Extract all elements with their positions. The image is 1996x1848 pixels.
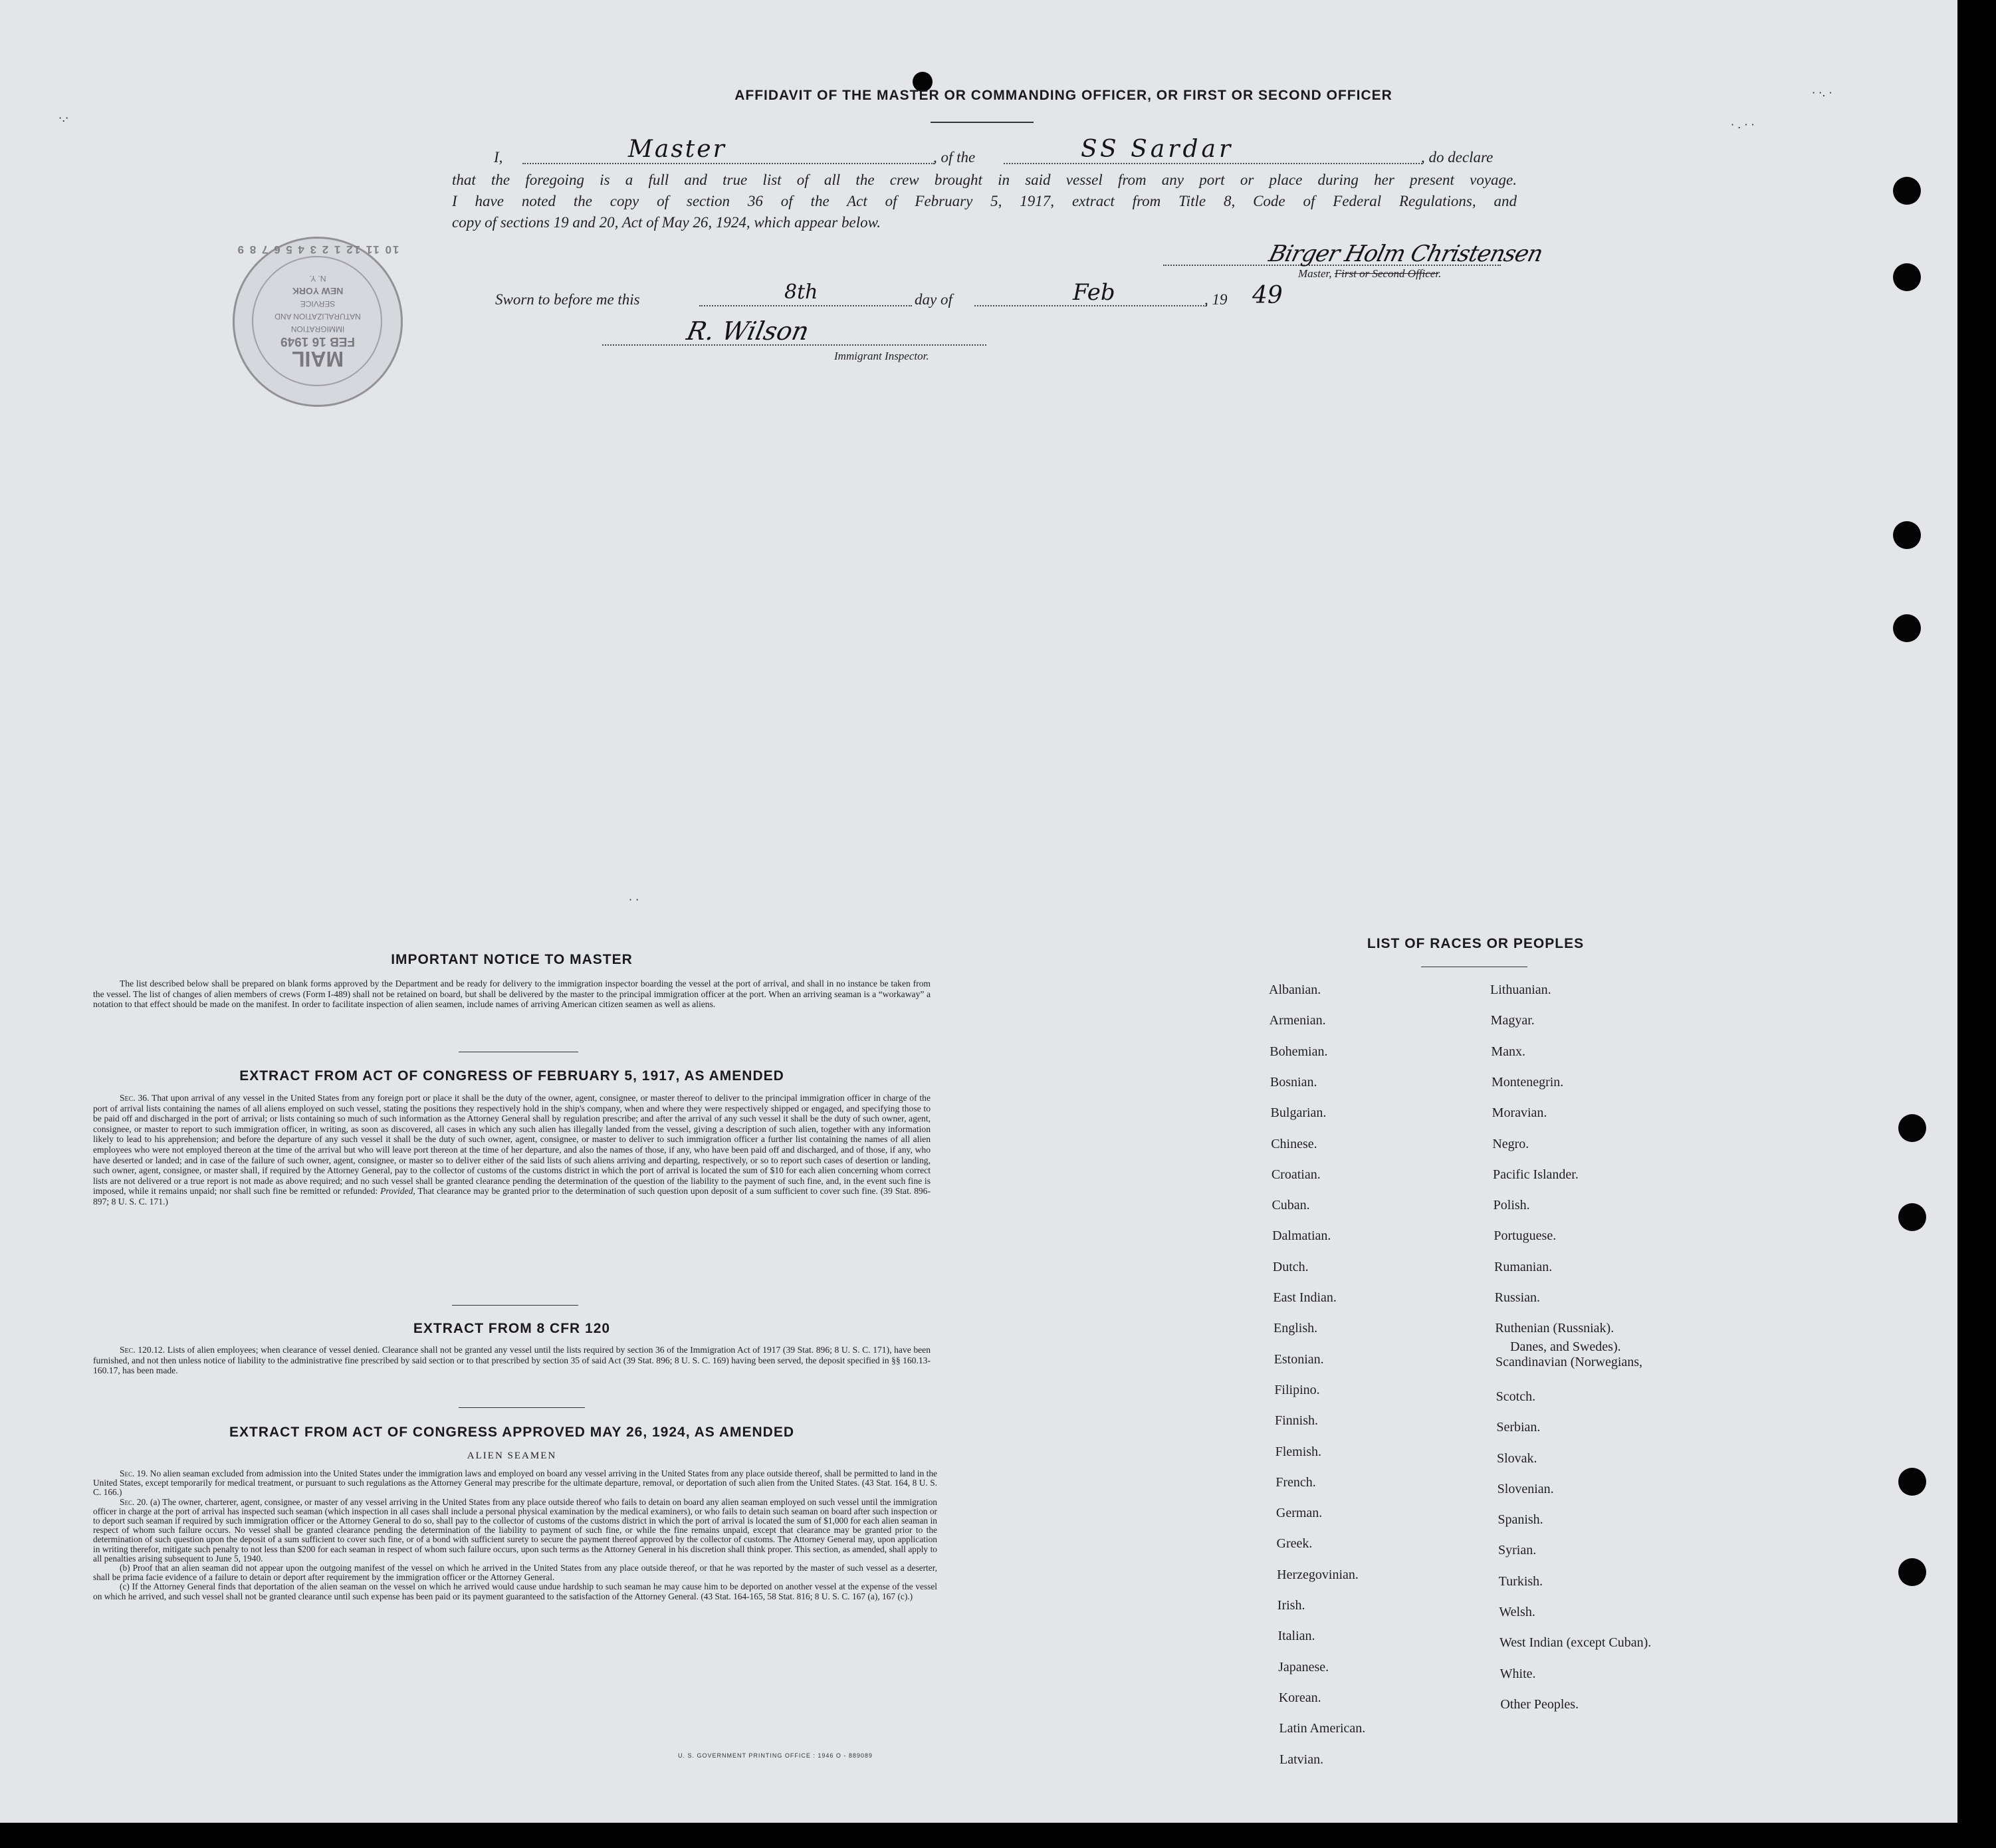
race-item: Ruthenian (Russniak). (1495, 1321, 1614, 1336)
sec20c-text: (c) If the Attorney General finds that deportation of the alien seaman on the vessel on which he arrived would cause undue hardship to such seaman he may cause him to be deported on another vessel at the expense of the vessel on which he arrived, and such vessel shall not be granted clearance until such expense has been paid or its payment guaranteed to the satisfaction of the Attorney General. (43 Stat. 164-165, 58 Stat. 816; 8 U. S. C. 167 (a), 167 (c).) (93, 1581, 937, 1601)
race-item: English. (1274, 1321, 1318, 1336)
punch-hole (1898, 1114, 1926, 1142)
race-item: Manx. (1491, 1044, 1525, 1059)
race-item: Montenegrin. (1492, 1074, 1564, 1090)
extract-1917-rule (452, 1305, 578, 1306)
sec19-text: No alien seaman excluded from admission into the United States under the immigration laws and employed on board any vessel arriving in the United States from any place outside thereof, shall be permitted to land in the United States, except temporarily for medical treatment, or pursuant to such regulations as the Attorney General may prescribe for the ultimate departure, removal, or deportation of such alien from the United States. (43 Stat. 164, 8 U. S. C. 166.) (93, 1468, 937, 1498)
stamp-service-3: SERVICE (300, 299, 336, 308)
race-item: Welsh. (1499, 1605, 1535, 1619)
sec20a-text: (a) The owner, charterer, agent, consignee, or master of any vessel arriving in the United States from any place outside thereof who fails to detain on board any alien seaman employed on such vessel until the immigration officer in charge at the port of arrival has inspected such seaman (which inspection in all cases shall include a personal physical examination by the medical examiners), or who fails to detain such seaman on board after such inspection or to deport such seaman if required by such immigration officer or the Attorney General to do so, shall pay to the collector of customs of the customs district in which the port of arrival is located the sum of $1,000 for each alien seaman in respect of whom such failure occurs. No vessel shall be granted clearance pending the determination of the liability to payment of such fine, or while the fine remains unpaid, except that clearance may be granted prior to the determination of such question upon the deposit of a sum sufficient to cover such fine, or of a bond with sufficient surety to secure the payment thereof approved by the collector of customs. The Attorney General may, upon application in writing therefor, mitigate such penalty to not less than $200 for each seaman in respect of whom such failure occurs, upon such terms as the Attorney General in his discretion shall think proper. This section, as amended, shall apply to all penalties arising subsequent to June 5, 1940. (93, 1496, 937, 1563)
punch-hole (1898, 1203, 1926, 1231)
extract-1917-sec: Sec. 36. (120, 1093, 150, 1103)
year-prefix: , 19 (1204, 291, 1228, 308)
race-item: Polish. (1493, 1198, 1530, 1213)
race-item: Spanish. (1497, 1512, 1543, 1528)
race-item: Other Peoples. (1500, 1696, 1579, 1712)
master-caption (1298, 267, 1441, 281)
stamp-service-2: NATURALIZATION AND (275, 312, 361, 321)
race-item: Russian. (1494, 1290, 1540, 1305)
race-item: Albanian. (1269, 982, 1321, 997)
sec20b-text: (b) Proof that an alien seaman did not appear upon the outgoing manifest of the vessel on which he arrived in the United States from any place outside thereof, or that he was reported by the master of such vessel as a deserter, shall be prima facie evidence of a failure to detain or deport after requirement by the immigration officer or the Attorney General. (93, 1563, 937, 1583)
vessel-handwritten: SS Sardar (1081, 136, 1234, 163)
extract-8cfr-text: Lists of alien employees; when clearance of vessel denied. Clearance shall not be granted any vessel until the lists required by section 36 of the Immigration Act of 1917 (39 Stat. 896; 8 U. S. C. 171), have been furnished, and not then unless notice of liability to the administrative fine prescribed by said section or to that prescribed by section 35 of said Act (39 Stat. 896; 8 U. S. C. 169) having been served, the deposit specified in §§ 160.13-160.17, has been made. (93, 1345, 931, 1376)
extract-1924-text-block (93, 1469, 937, 1601)
master-signature: Birger Holm Christensen (1266, 241, 1545, 267)
race-item: Herzegovinian. (1277, 1567, 1359, 1582)
extract-1917-text: That upon arrival of any vessel in the United States from any foreign port or place it shall be the duty of the owner, agent, consignee, or master thereof to deliver to the principal immigration officer in charge of the port of arrival lists containing the names of all aliens employed on such vessel, stating the positions they respectively hold in the ship's company, when and where they were respectively shipped or engaged, and specifying those to be paid off and discharged in the port of arrival; or lists containing so much of such information as the Attorney General shall by regulation prescribe; and after the arrival of any such vessel it shall be the duty of such owner, agent, consignee, or master to report to such immigration officer, in writing, as soon as discovered, all cases in which any such alien has illegally landed from the vessel, giving a description of such alien, together with any information likely to lead to his apprehension; and before the departure of any such vessel it shall be the duty of such owner, agent, consignee, or master to deliver to such immigration officer a further list containing the names of all alien employees who were not employed thereon at the time of the arrival but who will leave port thereon at the time of her departure, and also the names of those, if any, who have been paid off and discharged, and of those, if any, who have deserted or landed; and in case of the failure of such owner, agent, consignee, or master so to deliver either of the said lists of such aliens arriving and departing, respectively, or so to report such cases of desertion or landing, such owner, agent, consignee, or master shall, if required by the Attorney General, pay to the collector of customs of the customs district in which the port of arrival is located the sum of $10 for each alien concerning whom correct lists are not delivered or a true report is not made as above required; and no such vessel shall be granted clearance pending the determination of the question of the liability to the payment of such fine, and, in the event such fine is imposed, while it remains unpaid; nor shall such fine be remitted or refunded: (93, 1093, 931, 1197)
dust-mark: · ·. · (1812, 86, 1832, 99)
race-item: Dalmatian. (1272, 1228, 1331, 1244)
sec20-label: Sec. 20. (120, 1496, 148, 1507)
day-of-label: day of (915, 291, 952, 308)
notice-text: The list described below shall be prepared on blank forms approved by the Department and be ready for delivery to the immigration inspector boarding the vessel at the port of arrival, and shall in no instance be taken from the vessel. The list of changes of alien members of crews (Form I-489) shall not be retained on board, but shall be delivered by the master to the principal immigration officer at the port. When an arriving seaman is a “workaway” a notation to that effect should be made on the manifest. In order to facilitate inspection of alien seamen, include names of arriving American citizen seamen as well as aliens. (93, 979, 931, 1010)
do-declare-label: , do declare (1421, 149, 1494, 166)
race-item: Italian. (1277, 1629, 1315, 1644)
rank-line (522, 163, 935, 164)
race-item: Danes, and Swedes). (1510, 1339, 1621, 1355)
race-item: Portuguese. (1494, 1228, 1557, 1244)
race-item: Finnish. (1274, 1413, 1318, 1429)
extract-1917-provided: Provided, (380, 1186, 415, 1197)
race-item: Slovak. (1497, 1450, 1537, 1466)
extract-8cfr-sec: Sec. 120.12. (120, 1345, 166, 1355)
race-item: Japanese. (1278, 1659, 1329, 1675)
race-item: Croatian. (1271, 1167, 1321, 1182)
race-item: Chinese. (1271, 1136, 1317, 1151)
rank-handwritten: Master (628, 136, 726, 163)
race-item: Bohemian. (1270, 1044, 1328, 1059)
stamp-date: FEB 16 1949 (280, 334, 355, 348)
punch-hole (1893, 521, 1921, 549)
race-item: West Indian (except Cuban). (1499, 1635, 1652, 1651)
race-item: Turkish. (1498, 1573, 1543, 1589)
races-title: LIST OF RACES OR PEOPLES (1367, 936, 1585, 951)
punch-hole (1893, 263, 1921, 291)
race-item: Latin American. (1279, 1721, 1366, 1736)
stamp-ring-digits: 10 11 12 1 2 3 4 5 6 7 8 9 (236, 243, 399, 256)
month-handwritten: Feb (1073, 279, 1115, 306)
race-item: Bulgarian. (1270, 1105, 1327, 1121)
race-item: White. (1499, 1666, 1536, 1681)
notice-title: IMPORTANT NOTICE TO MASTER (391, 952, 633, 967)
dust-mark: · · (629, 893, 639, 906)
stamp-mail: MAIL (291, 347, 344, 371)
race-item: German. (1275, 1506, 1323, 1521)
affidavit-body-line-1: that the foregoing is a full and true list of all the crew brought in said vessel from any port or place during her present voyage. (452, 172, 1517, 188)
race-item: Cuban. (1272, 1198, 1310, 1213)
stamp-text-block (255, 272, 381, 370)
printer-imprint: U. S. GOVERNMENT PRINTING OFFICE : 1946 O - 889089 (678, 1752, 873, 1759)
sworn-label: Sworn to before me this (495, 291, 640, 308)
stamp-service-1: IMMIGRATION (290, 324, 345, 334)
extract-1917-text-end: That clearance may be granted prior to the determination of such question upon deposit of a sum sufficient to cover such fine. (39 Stat. 896-897; 8 U. S. C. 171.) (93, 1186, 931, 1207)
extract-1917-title: EXTRACT FROM ACT OF CONGRESS OF FEBRUARY 5, 1917, AS AMENDED (239, 1068, 784, 1084)
of-the-label: , of the (933, 149, 976, 166)
extract-8cfr-title: EXTRACT FROM 8 CFR 120 (413, 1321, 611, 1336)
stamp-state: N. Y. (309, 274, 326, 283)
affidavit-body-line-2: I have noted the copy of section 36 of the Act of February 5, 1917, extract from Title 8, Code of Federal Regulations, and (452, 193, 1517, 209)
affidavit-title-rule (931, 122, 1034, 123)
race-item: Lithuanian. (1490, 982, 1551, 997)
race-item: Serbian. (1496, 1420, 1541, 1435)
extract-8cfr-rule (459, 1407, 585, 1408)
immigration-service-stamp (233, 237, 403, 407)
race-item: French. (1275, 1474, 1316, 1490)
race-item: Slovenian. (1497, 1481, 1554, 1496)
race-item: Latvian. (1279, 1752, 1324, 1767)
race-item: Estonian. (1274, 1351, 1324, 1367)
punch-hole (1898, 1468, 1926, 1496)
dust-mark: ·.· (58, 112, 69, 124)
extract-1917-text-block (93, 1093, 931, 1207)
race-item: Irish. (1277, 1598, 1305, 1613)
punch-hole (1893, 177, 1921, 205)
inspector-caption: Immigrant Inspector. (834, 350, 929, 362)
extract-1924-subtitle: ALIEN SEAMEN (467, 1450, 557, 1461)
affidavit-body-line-3: copy of sections 19 and 20, Act of May 26, 1924, which appear below. (452, 214, 881, 231)
race-item: Moravian. (1492, 1105, 1547, 1121)
race-item: Filipino. (1274, 1382, 1320, 1397)
inspector-signature: R. Wilson (684, 316, 812, 346)
notice-text-block (93, 979, 931, 1010)
race-item: Magyar. (1490, 1013, 1535, 1028)
race-item: Korean. (1278, 1690, 1321, 1705)
punch-hole (1893, 614, 1921, 642)
master-caption-end: . (1438, 267, 1442, 280)
race-item: Greek. (1276, 1536, 1313, 1552)
year-handwritten: 49 (1252, 282, 1283, 309)
pronoun-label: I, (494, 149, 503, 166)
day-handwritten: 8th (784, 281, 818, 304)
race-item: Negro. (1492, 1136, 1529, 1151)
extract-8cfr-text-block (93, 1345, 931, 1376)
day-line (699, 305, 912, 306)
affidavit-title: AFFIDAVIT OF THE MASTER OR COMMANDING OFFICER, OR FIRST OR SECOND OFFICER (734, 88, 1392, 103)
vessel-line (1004, 163, 1422, 164)
extract-1924-title: EXTRACT FROM ACT OF CONGRESS APPROVED MAY 26, 1924, AS AMENDED (229, 1425, 795, 1440)
dust-mark: · . · · (1731, 118, 1755, 131)
race-item: East Indian. (1273, 1290, 1337, 1305)
race-item: Scandinavian (Norwegians, (1496, 1354, 1643, 1369)
race-item: Flemish. (1275, 1444, 1322, 1459)
race-item: Scotch. (1496, 1389, 1536, 1404)
master-caption-struck: First or Second Officer (1334, 267, 1439, 280)
race-item: Bosnian. (1270, 1074, 1317, 1090)
master-caption-label: Master, (1298, 267, 1335, 280)
sec19-label: Sec. 19. (120, 1468, 148, 1478)
race-item: Pacific Islander. (1493, 1167, 1579, 1182)
race-item: Rumanian. (1494, 1259, 1553, 1274)
punch-hole (1898, 1558, 1926, 1586)
race-item: Armenian. (1269, 1013, 1326, 1028)
race-item: Dutch. (1272, 1259, 1309, 1274)
stamp-city: NEW YORK (292, 286, 344, 296)
race-item: Syrian. (1498, 1543, 1537, 1558)
